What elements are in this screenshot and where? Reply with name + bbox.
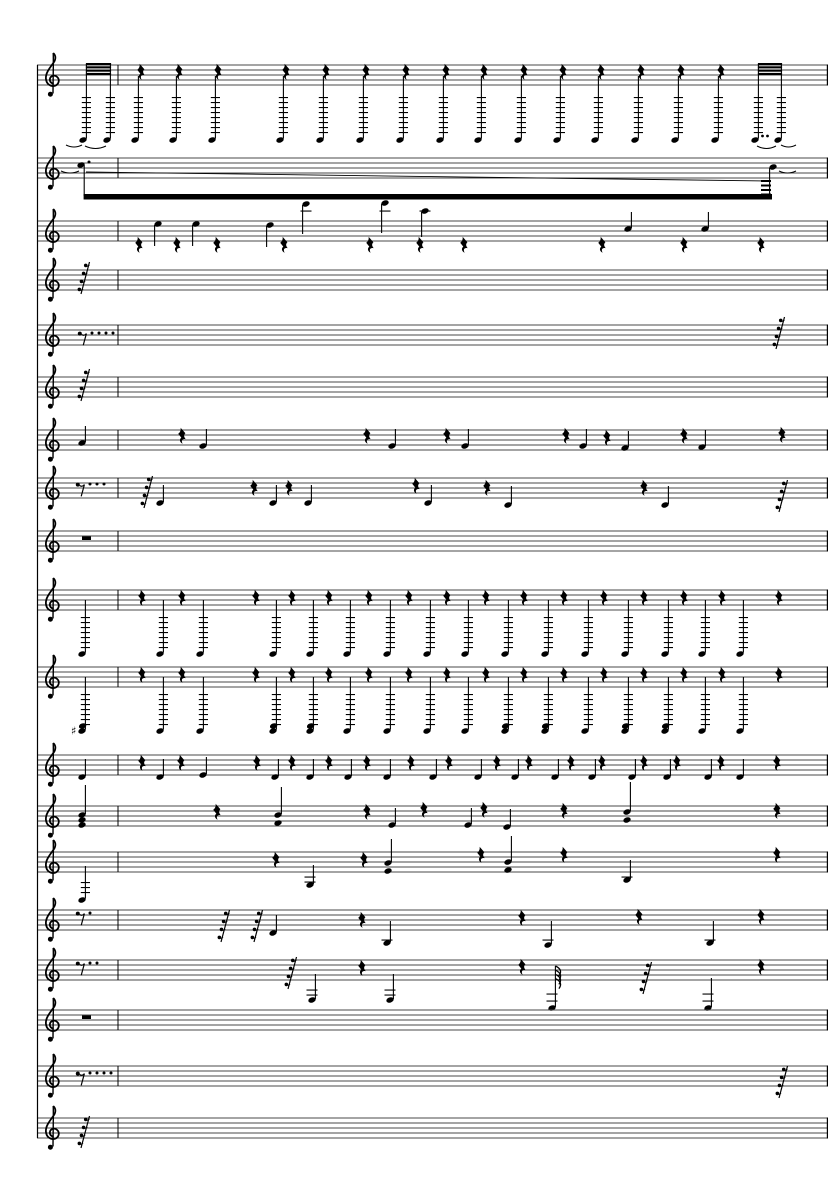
svg-text:♯: ♯: [71, 724, 77, 738]
whole-rest-icon: [82, 536, 91, 540]
whole-rest-icon: [82, 1015, 91, 1019]
